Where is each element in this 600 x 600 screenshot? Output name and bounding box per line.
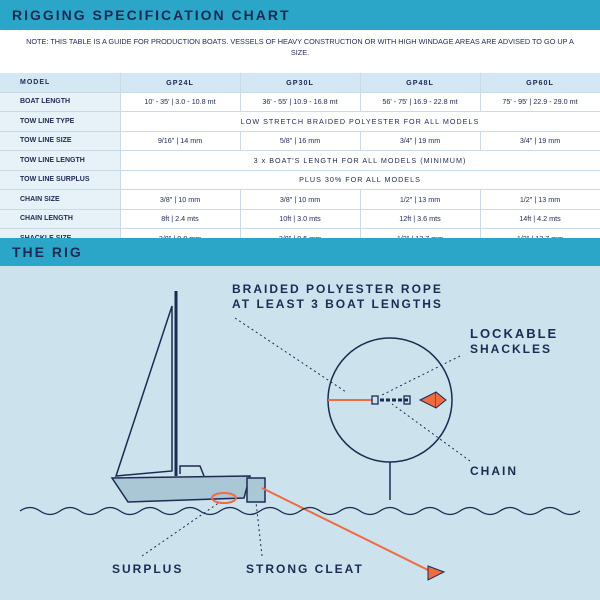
table-note: NOTE: THIS TABLE IS A GUIDE FOR PRODUCTION BOATS. VESSELS OF HEAVY CONSTRUCTION OR WITH HIGH WINDAGE AREAS ARE ADVISED TO GO UP A SIZE. [26,37,574,57]
table-row [0,190,600,210]
model-gp60l: GP60L [480,73,600,92]
table-cell: 56' - 75' | 16.9 - 22.8 mt [360,92,480,112]
table-cell: 3/8" | 10 mm [120,190,240,210]
rope-label-line2: AT LEAST 3 BOAT LENGTHS [232,297,443,311]
chart-title: RIGGING SPECIFICATION CHART [0,0,600,30]
row-label: CHAIN SIZE [0,190,120,210]
shackle-icon [372,396,378,404]
row-label: TOW LINE TYPE [0,112,120,132]
table-row [0,131,600,151]
table-row [0,92,600,112]
table-cell: 36' - 55' | 10.9 - 16.8 mt [240,92,360,112]
rope-label-line1: BRAIDED POLYESTER ROPE [232,282,443,296]
tow-rope-line [262,488,432,572]
cabin-icon [180,466,204,476]
chain-label: CHAIN [470,464,518,478]
table-cell: 14ft | 4.2 mts [480,209,600,229]
table-cell: 5/8" | 16 mm [240,131,360,151]
table-cell: 10' - 35' | 3.0 - 10.8 mt [120,92,240,112]
leader-line [235,318,346,392]
model-gp48l: GP48L [360,73,480,92]
shackles-label: SHACKLES [470,342,553,356]
table-row [0,151,600,171]
table-row [0,209,600,229]
surplus-label: SURPLUS [112,562,184,576]
row-label: BOAT LENGTH [0,92,120,112]
drogue-icon [428,566,444,580]
table-cell: 3 x BOAT'S LENGTH FOR ALL MODELS (MINIMUM) [120,151,600,171]
table-cell: 1/2" | 13 mm [480,190,600,210]
table-cell: 10ft | 3.0 mts [240,209,360,229]
table-cell: 3/4" | 19 mm [360,131,480,151]
table-cell: 3/8" | 10 mm [240,190,360,210]
model-label: MODEL [0,73,120,92]
table-cell: 75' - 95' | 22.9 - 29.0 mt [480,92,600,112]
table-cell: PLUS 30% FOR ALL MODELS [120,170,600,190]
table-cell: LOW STRETCH BRAIDED POLYESTER FOR ALL MODELS [120,112,600,132]
leader-line [380,356,460,396]
rigging-spec-table [0,73,600,249]
table-header-row [0,73,600,92]
boat-hull-icon [112,476,250,502]
cleat-icon [247,478,265,502]
rig-diagram [0,266,600,600]
cleat-label: STRONG CLEAT [246,562,364,576]
table-cell: 12ft | 3.6 mts [360,209,480,229]
table-cell: 8ft | 2.4 mts [120,209,240,229]
rig-section-title: THE RIG [0,238,600,266]
drogue-icon [420,392,436,408]
table-row [0,112,600,132]
leader-line [392,404,470,461]
row-label: CHAIN LENGTH [0,209,120,229]
table-cell: 1/2" | 13 mm [360,190,480,210]
table-cell: 3/4" | 19 mm [480,131,600,151]
drogue-cone-icon [436,392,446,408]
row-label: TOW LINE SURPLUS [0,170,120,190]
model-gp24l: GP24L [120,73,240,92]
model-gp30l: GP30L [240,73,360,92]
row-label: TOW LINE SIZE [0,131,120,151]
table-cell: 9/16" | 14 mm [120,131,240,151]
row-label: TOW LINE LENGTH [0,151,120,171]
mainsail-icon [116,306,172,476]
rig-illustration [0,266,600,600]
table-row [0,170,600,190]
water-waves [20,508,580,515]
lockable-label: LOCKABLE [470,326,559,341]
